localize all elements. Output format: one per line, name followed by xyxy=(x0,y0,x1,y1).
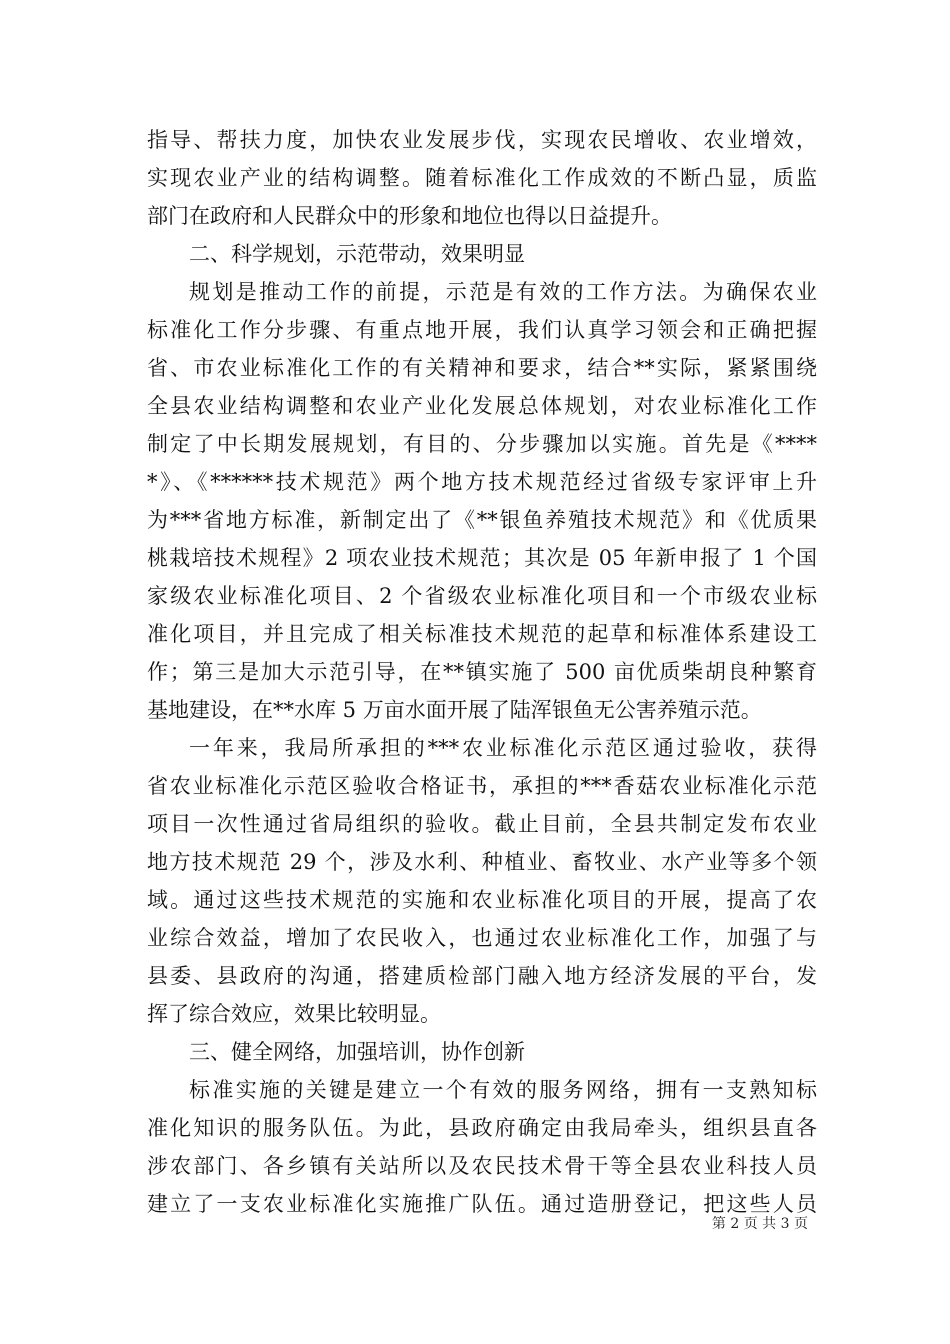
text-line: 全县农业结构调整和农业产业化发展总体规划，对农业标准化工作 xyxy=(147,394,817,418)
text-line: 项目一次性通过省局组织的验收。截止目前，全县共制定发布农业 xyxy=(147,812,817,836)
text-line: 实现农业产业的结构调整。随着标准化工作成效的不断凸显，质监 xyxy=(147,166,817,190)
text-line: 家级农业标准化项目、2 个省级农业标准化项目和一个市级农业标 xyxy=(147,584,817,608)
text-line: 地方技术规范 29 个，涉及水利、种植业、畜牧业、水产业等多个领 xyxy=(147,850,817,874)
text-line: 指导、帮扶力度，加快农业发展步伐，实现农民增收、农业增效， xyxy=(147,128,817,152)
text-line: 建立了一支农业标准化实施推广队伍。通过造册登记，把这些人员 xyxy=(147,1192,817,1216)
text-line: 制定了中长期发展规划，有目的、分步骤加以实施。首先是《**** xyxy=(147,432,817,456)
text-line: 涉农部门、各乡镇有关站所以及农民技术骨干等全县农业科技人员 xyxy=(147,1154,817,1178)
body-text xyxy=(147,121,817,1223)
text-line: 一年来，我局所承担的***农业标准化示范区通过验收，获得 xyxy=(189,736,817,760)
text-line: 县委、县政府的沟通，搭建质检部门融入地方经济发展的平台，发 xyxy=(147,964,817,988)
text-line: 为***省地方标准，新制定出了《**银鱼养殖技术规范》和《优质果 xyxy=(147,508,817,532)
page-number: 第 2 页 共 3 页 xyxy=(711,1216,808,1232)
text-line: 桃栽培技术规程》2 项农业技术规范；其次是 05 年新申报了 1 个国 xyxy=(147,546,817,570)
text-line: 准化项目，并且完成了相关标准技术规范的起草和标准体系建设工 xyxy=(147,622,817,646)
text-line: 作；第三是加大示范引导，在**镇实施了 500 亩优质柴胡良种繁育 xyxy=(147,660,817,684)
text-line: 业综合效益，增加了农民收入，也通过农业标准化工作，加强了与 xyxy=(147,926,817,950)
text-line: 标准实施的关键是建立一个有效的服务网络，拥有一支熟知标 xyxy=(189,1078,817,1102)
text-line: 部门在政府和人民群众中的形象和地位也得以日益提升。 xyxy=(147,204,672,228)
text-line: 基地建设，在**水库 5 万亩水面开展了陆浑银鱼无公害养殖示范。 xyxy=(147,698,762,722)
text-line: 域。通过这些技术规范的实施和农业标准化项目的开展，提高了农 xyxy=(147,888,817,912)
text-line: 省、市农业标准化工作的有关精神和要求，结合**实际，紧紧围绕 xyxy=(147,356,817,380)
text-line: 标准化工作分步骤、有重点地开展，我们认真学习领会和正确把握 xyxy=(147,318,817,342)
text-line: 挥了综合效应，效果比较明显。 xyxy=(147,1002,441,1026)
text-line: 准化知识的服务队伍。为此，县政府确定由我局牵头，组织县直各 xyxy=(147,1116,817,1140)
text-line: 省农业标准化示范区验收合格证书，承担的***香菇农业标准化示范 xyxy=(147,774,817,798)
section-heading: 三、健全网络，加强培训，协作创新 xyxy=(189,1040,525,1064)
text-line: *》、《******技术规范》两个地方技术规范经过省级专家评审上升 xyxy=(147,470,817,494)
text-line: 规划是推动工作的前提，示范是有效的工作方法。为确保农业 xyxy=(189,280,817,304)
section-heading: 二、科学规划，示范带动，效果明显 xyxy=(189,242,525,266)
